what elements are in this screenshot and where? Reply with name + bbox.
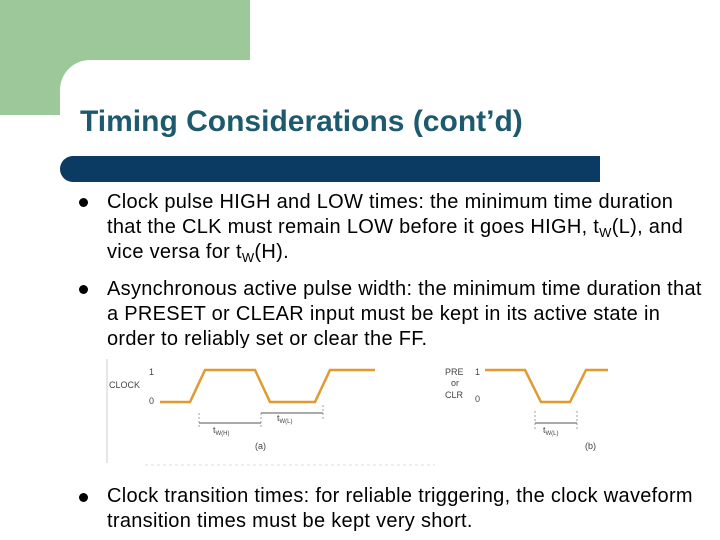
timing-figure [105,355,610,470]
timing-diagram [105,355,610,470]
caption-b: (b) [585,441,596,451]
title-underline-bar [60,156,600,182]
bullet-1-pre: Clock pulse HIGH and LOW times: the minimum time duration that the CLK must remain LOW before it goes HIGH, t [107,191,674,238]
bullet-2-text: Asynchronous active pulse width: the minimum time duration that a PRESET or CLEAR input must be kept in its active state in order to reliably set or clear the FF. [107,278,702,348]
bullet-text-1 [107,190,707,265]
tw-label: $t_{W(L)}$ [543,425,559,437]
pre-level-high: 1 [475,367,481,377]
clock-level-low: 0 [149,396,155,406]
twl-label: $t_{W(L)}$ [277,413,293,425]
clock-level-high: 1 [149,367,155,377]
clock-label: CLOCK [109,380,141,390]
clr-label: CLR [445,390,464,400]
bullet-text-3 [107,484,707,534]
preset-waveform [485,370,608,402]
bullet-1-sub1: W [599,225,612,240]
bullet-dot [79,493,88,502]
bullet-1-sub2: W [241,250,255,265]
bullet-1-post: (H). [254,241,289,263]
bullet-text-2 [107,277,707,348]
clock-waveform [160,370,375,402]
bullet-3-text: Clock transition times: for reliable triggering, the clock waveform transition times must be kept very short. [107,485,693,532]
pre-level-low: 0 [475,394,481,404]
preset-label: PRE [445,367,464,377]
slide-title: Timing Considerations (cont’d) [80,105,523,138]
caption-a: (a) [255,441,266,451]
bullet-dot [79,198,88,207]
bullet-1-mid: (L), and vice versa for t [107,216,684,263]
or-label: or [451,378,460,388]
twh-label: $t_{W(H)}$ [213,425,230,437]
bullet-dot [79,285,88,294]
